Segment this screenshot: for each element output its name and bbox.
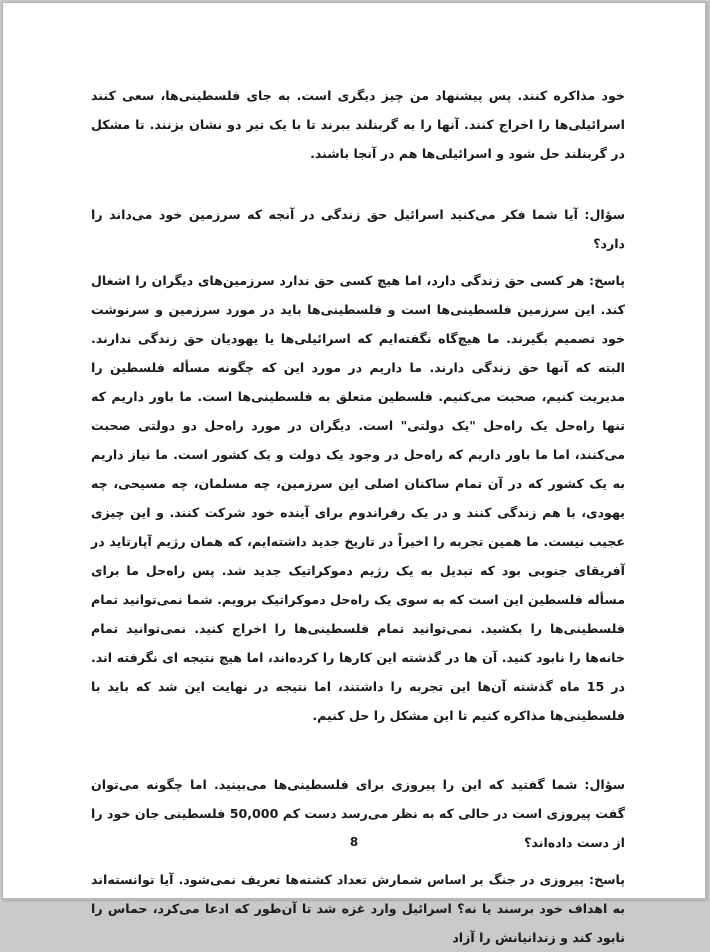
- page-body: [91, 81, 625, 952]
- answer-2: پاسخ: پیروزی در جنگ بر اساس شمارش تعداد کشته‌ها تعریف نمی‌شود. آیا توانسته‌اند به اهداف خود برسند یا نه؟ اسرائیل وارد غزه شد تا آن‌طور که ادعا می‌کرد، حماس را نابود کند و زندانیانش را آزاد: [91, 872, 625, 945]
- page-number: 8: [349, 835, 359, 849]
- answer-1: پاسخ: هر کسی حق زندگی دارد، اما هیچ کسی حق ندارد سرزمین‌های دیگران را اشغال کند. این سرزمین فلسطینی‌ها است و فلسطینی‌ها باید در مورد سرزمین و سرنوشت خود تصمیم بگیرند. ما هیچ‌گاه نگفته‌ایم که اسرائیلی‌ها یا یهودیان حق زندگی ندارند. البته که آنها حق زندگی دارند. ما داریم در مورد این که چگونه مسأله فلسطین را مدیریت کنیم، صحبت می‌کنیم. فلسطین متعلق به فلسطینی‌ها است. ما باور داریم که تنها راه‌حل یک راه‌حل "یک دولتی" است. دیگران در مورد راه‌حل دو دولتی صحبت می‌کنند، اما ما باور داریم که راه‌حل در وجود یک دولت و یک کشور است. ما نیاز داریم به یک کشور که در آن تمام ساکنان اصلی این سرزمین، چه مسلمان، چه مسیحی، چه یهودی، با هم زندگی کنند و در یک رفراندوم برای آینده خود شرکت کنند. و این چیزی عجیب نیست. ما همین تجربه را اخیراً در تاریخ جدید داشته‌ایم، که همان رژیم آپارتاید در آفریقای جنوبی بود که تبدیل به یک رژیم دموکراتیک جدید شد. پس راه‌حل ما برای مسأله فلسطین این است که به سوی یک راه‌حل دموکراتیک برویم. شما نمی‌توانید تمام فلسطینی‌ها را بکشید. نمی‌توانید تمام فلسطینی‌ها را اخراج کنید. نمی‌توانید تمام خانه‌ها را نابود کنید. آن ها در گذشته این کارها را کرده‌اند، اما هیچ نتیجه ای نگرفته اند. در 15 ماه گذشته آن‌ها این تجربه را داشتند، اما نتیجه در نهایت این شد که باید با فلسطینی‌ها مذاکره کنیم تا این مشکل را حل کنیم.: [91, 273, 625, 723]
- question-2: سؤال: شما گفتید که این را پیروزی برای فلسطینی‌ها می‌بینید. اما چگونه می‌توان گفت پیروزی است در حالی که به نظر می‌رسد دست کم 50,000 فلسطینی جان خود را از دست داده‌اند؟: [91, 777, 626, 850]
- question-1: سؤال: آیا شما فکر می‌کنید اسرائیل حق زندگی در آنجه که سرزمین خود می‌داند را دارد؟: [91, 207, 625, 251]
- document-page: [3, 3, 707, 945]
- paragraph-intro: خود مذاکره کنند. پس پیشنهاد من چیز دیگری است. به جای فلسطینی‌ها، سعی کنند اسرائیلی‌ها را اخراج کنند. آنها را به گربنلند ببرند تا با یک تیر دو نشان بزنند. تا مشکل در گربنلند حل شود و اسرائیلی‌ها هم در آنجا باشند.: [91, 88, 625, 161]
